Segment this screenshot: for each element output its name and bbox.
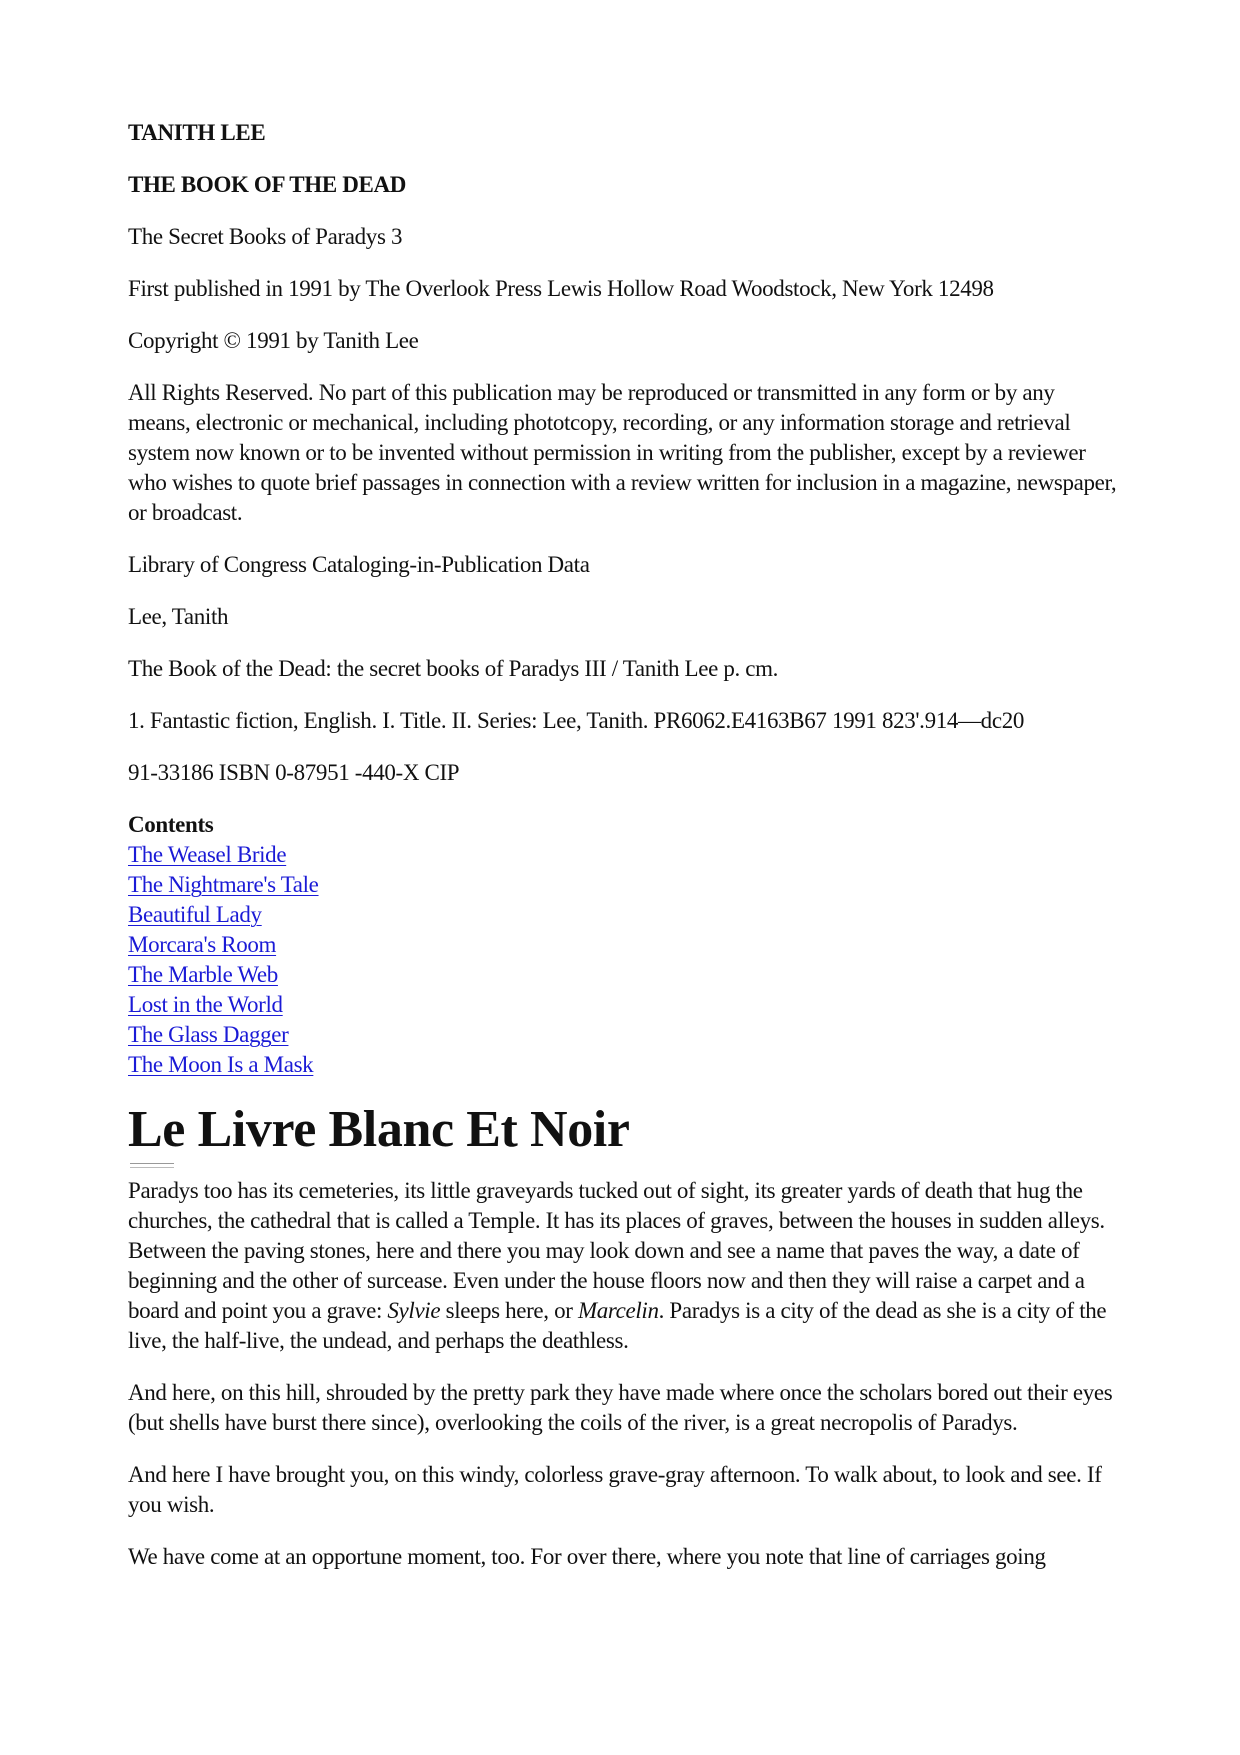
list-item — [128, 900, 1118, 930]
document-page — [128, 118, 1118, 1594]
toc-link-nightmares-tale[interactable]: The Nightmare's Tale — [128, 872, 319, 897]
cip-author: Lee, Tanith — [128, 604, 229, 629]
chapter-paragraph-2: And here, on this hill, shrouded by the pretty park they have made where once the scholars bored out their eyes (but shells have burst there since), overlooking the coils of the river, is a great necropolis of Paradys. — [128, 1380, 1113, 1435]
chapter-paragraph-1 — [128, 1176, 1118, 1356]
name-marcelin: Marcelin — [577, 1298, 659, 1323]
toc-link-marble-web[interactable]: The Marble Web — [128, 962, 278, 987]
chapter-paragraph-3: And here I have brought you, on this windy, colorless grave-gray afternoon. To walk about, to look and see. If you wish. — [128, 1462, 1102, 1517]
paragraph-text: Paradys too has its cemeteries, its little graveyards tucked out of sight, its greater yards of death that hug the churches, the cathedral that is called a Temple. It has its places of graves, between the houses in sudden alleys. Between the paving stones, here and there you may look down and see a name that paves the way, a date of beginning and the other of surcease. Even under the house floors now and then they will raise a carpet and a board and point you a grave: — [128, 1178, 1105, 1323]
toc-link-morcaras-room[interactable]: Morcara's Room — [128, 932, 277, 957]
publication-info: First published in 1991 by The Overlook Press Lewis Hollow Road Woodstock, New York 12498 — [128, 276, 994, 301]
chapter-paragraph-4: We have come at an opportune moment, too. For over there, where you note that line of carriages going — [128, 1544, 1046, 1569]
paragraph-text: . Paradys is a city of the dead as she is a city of the live, the half-live, the undead, and perhaps the deathless. — [128, 1298, 1107, 1353]
book-title: THE BOOK OF THE DEAD — [128, 172, 406, 197]
list-item — [128, 990, 1118, 1020]
toc-link-beautiful-lady[interactable]: Beautiful Lady — [128, 902, 262, 927]
list-item — [128, 870, 1118, 900]
toc-link-weasel-bride[interactable]: The Weasel Bride — [128, 842, 287, 867]
paragraph-text: sleeps here, or — [440, 1298, 578, 1323]
list-item — [128, 1020, 1118, 1050]
table-of-contents — [128, 810, 1118, 1080]
cip-title: The Book of the Dead: the secret books of Paradys III / Tanith Lee p. cm. — [128, 656, 779, 681]
contents-heading: Contents — [128, 812, 214, 837]
toc-link-glass-dagger[interactable]: The Glass Dagger — [128, 1022, 289, 1047]
list-item — [128, 930, 1118, 960]
cip-header: Library of Congress Cataloging-in-Publication Data — [128, 552, 590, 577]
series-name: The Secret Books of Paradys 3 — [128, 224, 403, 249]
author-name: TANITH LEE — [128, 120, 266, 145]
toc-link-moon-is-a-mask[interactable]: The Moon Is a Mask — [128, 1052, 314, 1077]
ornament-divider — [128, 1160, 1118, 1174]
copyright-notice: Copyright © 1991 by Tanith Lee — [128, 328, 419, 353]
divider-mark — [130, 1163, 174, 1168]
rights-notice: All Rights Reserved. No part of this publication may be reproduced or transmitted in any form or by any means, electronic or mechanical, including phototcopy, recording, or any information storage and retrieval system now known or to be invented without permission in writing from the publisher, except by a reviewer who wishes to quote brief passages in connection with a review written for inclusion in a magazine, newspaper, or broadcast. — [128, 380, 1117, 525]
list-item — [128, 1050, 1118, 1080]
list-item — [128, 840, 1118, 870]
cip-isbn: 91-33186 ISBN 0-87951 -440-X CIP — [128, 760, 460, 785]
contents-list — [128, 840, 1118, 1080]
toc-link-lost-in-the-world[interactable]: Lost in the World — [128, 992, 283, 1017]
list-item — [128, 960, 1118, 990]
name-sylvie: Sylvie — [387, 1298, 441, 1323]
chapter-title: Le Livre Blanc Et Noir — [128, 1101, 630, 1158]
cip-subjects: 1. Fantastic fiction, English. I. Title. II. Series: Lee, Tanith. PR6062.E4163B67 1991 823'.914—dc20 — [128, 708, 1024, 733]
